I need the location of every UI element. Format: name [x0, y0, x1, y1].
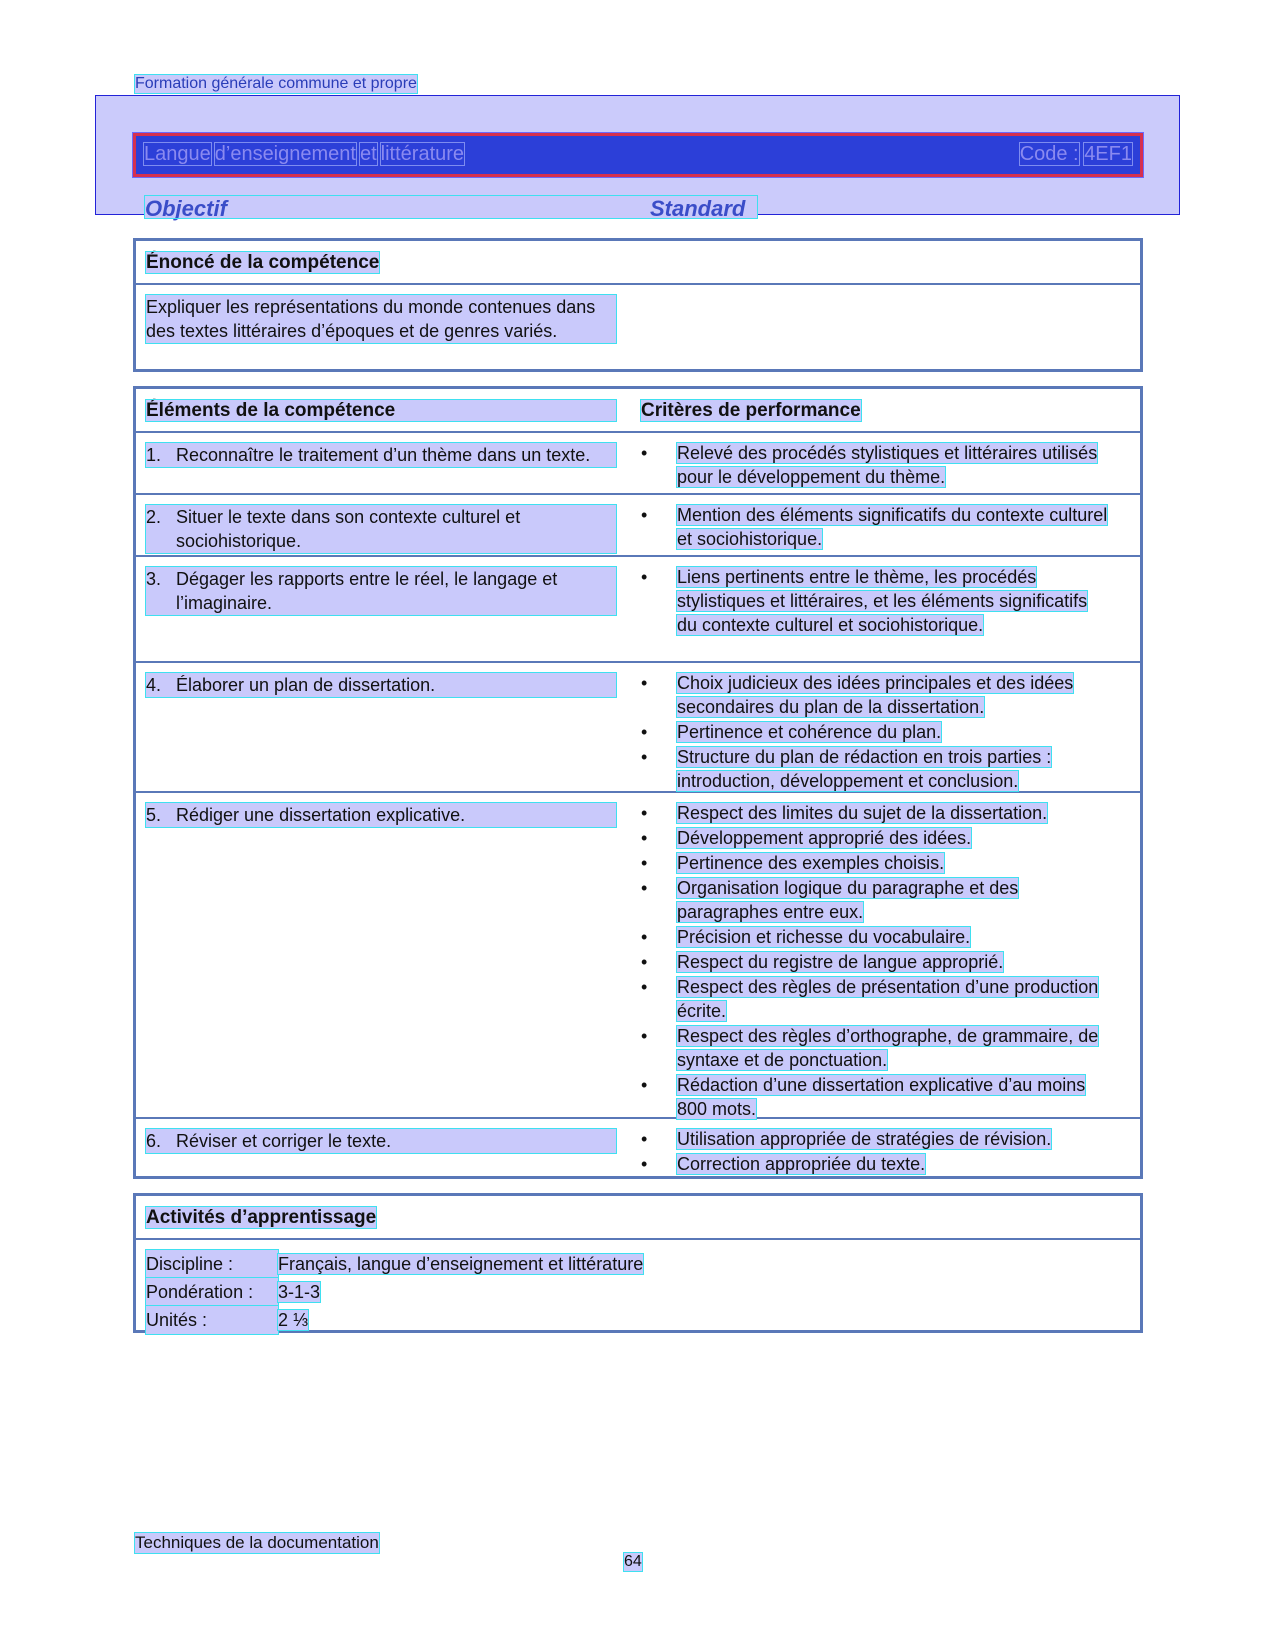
course-code-label: Code :	[1019, 143, 1079, 165]
criterion-item	[641, 826, 1111, 850]
criterion-item	[641, 745, 1111, 793]
enonce-text: Expliquer les représentations du monde contenues dans des textes littéraires d’époques et de genres variés.	[146, 295, 616, 343]
bullet-icon: •	[641, 673, 648, 693]
criterion-text: Organisation logique du paragraphe et des paragraphes entre eux.	[677, 878, 1019, 922]
table-row	[136, 495, 1140, 557]
criterion-item	[641, 1073, 1111, 1121]
bullet-icon: •	[641, 803, 648, 823]
activites-box-header	[136, 1196, 1140, 1240]
element-number: 3.	[146, 569, 162, 589]
criterion-item	[641, 565, 1111, 637]
criteria-list	[641, 671, 1111, 794]
course-code	[1020, 143, 1132, 166]
competence-table	[133, 386, 1143, 1179]
standard-heading: Standard	[650, 196, 746, 221]
discipline-value: Français, langue d’enseignement et littérature	[278, 1254, 644, 1274]
element-text: Réviser et corriger le texte.	[176, 1131, 392, 1151]
criterion-item	[641, 1127, 1111, 1151]
criterion-text: Pertinence et cohérence du plan.	[677, 722, 942, 742]
criterion-text: Pertinence des exemples choisis.	[677, 853, 945, 873]
element-text: Élaborer un plan de dissertation.	[176, 675, 436, 695]
bullet-icon: •	[641, 1075, 648, 1095]
criterion-item	[641, 503, 1111, 551]
course-title-word: littérature	[380, 143, 465, 165]
criteria-list	[641, 503, 1111, 552]
table-row	[136, 663, 1140, 793]
bullet-icon: •	[641, 878, 648, 898]
ponderation-label: Pondération :	[146, 1278, 278, 1306]
document-header: Formation générale commune et propre	[135, 75, 417, 92]
footer-program-name: Techniques de la documentation	[135, 1533, 379, 1552]
objective-heading: Objectif	[145, 196, 227, 221]
course-title-word: d’enseignement	[214, 143, 356, 165]
ponderation-line	[146, 1278, 643, 1306]
criteria-list	[641, 565, 1111, 638]
table-row	[136, 557, 1140, 663]
criterion-text: Structure du plan de rédaction en trois parties : introduction, développement et conclusion.	[677, 747, 1052, 791]
criterion-text: Utilisation appropriée de stratégies de révision.	[677, 1129, 1052, 1149]
element-item	[146, 673, 616, 697]
criterion-item	[641, 801, 1111, 825]
criterion-text: Choix judicieux des idées principales et des idées secondaires du plan de la dissertation.	[677, 673, 1074, 717]
criterion-item	[641, 441, 1111, 489]
element-item	[146, 1129, 616, 1153]
criterion-text: Rédaction d’une dissertation explicative d’au moins 800 mots.	[677, 1075, 1086, 1119]
bullet-icon: •	[641, 505, 648, 525]
bullet-icon: •	[641, 567, 648, 587]
element-item	[146, 505, 616, 553]
criteria-list	[641, 1127, 1111, 1177]
table-row	[136, 793, 1140, 1119]
bullet-icon: •	[641, 1154, 648, 1174]
course-title-word: et	[359, 143, 377, 165]
criterion-item	[641, 1152, 1111, 1176]
element-number: 5.	[146, 805, 162, 825]
unites-line	[146, 1306, 643, 1334]
competence-table-header	[136, 389, 1140, 433]
element-text: Situer le texte dans son contexte culturel et sociohistorique.	[176, 507, 521, 551]
enonce-heading: Énoncé de la compétence	[146, 252, 380, 273]
page-number: 64	[624, 1553, 642, 1570]
element-item	[146, 443, 616, 467]
element-number: 2.	[146, 507, 162, 527]
enonce-box	[133, 238, 1143, 372]
criterion-text: Mention des éléments significatifs du contexte culturel et sociohistorique.	[677, 505, 1108, 549]
element-number: 1.	[146, 445, 162, 465]
bullet-icon: •	[641, 828, 648, 848]
criterion-text: Liens pertinents entre le thème, les procédés stylistiques et littéraires, et les éléments significatifs du contexte culturel et sociohistorique.	[677, 567, 1088, 635]
bullet-icon: •	[641, 1129, 648, 1149]
element-text: Reconnaître le traitement d’un thème dans un texte.	[176, 445, 591, 465]
bullet-icon: •	[641, 952, 648, 972]
criterion-text: Correction appropriée du texte.	[677, 1154, 926, 1174]
course-title-bar	[133, 133, 1143, 177]
activites-box	[133, 1193, 1143, 1333]
criteria-list	[641, 441, 1111, 490]
criterion-text: Développement approprié des idées.	[677, 828, 972, 848]
element-number: 6.	[146, 1131, 162, 1151]
table-row	[136, 433, 1140, 495]
bullet-icon: •	[641, 927, 648, 947]
criterion-text: Relevé des procédés stylistiques et littéraires utilisés pour le développement du thème.	[677, 443, 1098, 487]
activites-heading: Activités d’apprentissage	[146, 1207, 377, 1228]
bullet-icon: •	[641, 1026, 648, 1046]
bullet-icon: •	[641, 977, 648, 997]
criteria-heading: Critères de performance	[641, 400, 861, 421]
criterion-item	[641, 720, 1111, 744]
element-item	[146, 567, 616, 615]
bullet-icon: •	[641, 747, 648, 767]
bullet-icon: •	[641, 722, 648, 742]
discipline-label: Discipline :	[146, 1250, 278, 1278]
criterion-item	[641, 876, 1111, 924]
unites-label: Unités :	[146, 1306, 278, 1334]
criterion-item	[641, 975, 1111, 1023]
criterion-text: Respect des limites du sujet de la dissertation.	[677, 803, 1048, 823]
criterion-item	[641, 925, 1111, 949]
table-row	[136, 1119, 1140, 1175]
discipline-line	[146, 1250, 643, 1278]
objective-standard-header	[145, 196, 757, 221]
unites-value: 2 ⅓	[278, 1310, 309, 1330]
criterion-text: Respect du registre de langue approprié.	[677, 952, 1004, 972]
element-item	[146, 803, 616, 827]
activites-details	[146, 1250, 643, 1334]
bullet-icon: •	[641, 853, 648, 873]
criterion-item	[641, 851, 1111, 875]
criterion-text: Respect des règles d’orthographe, de grammaire, de syntaxe et de ponctuation.	[677, 1026, 1099, 1070]
criterion-text: Précision et richesse du vocabulaire.	[677, 927, 971, 947]
criterion-item	[641, 671, 1111, 719]
enonce-box-header	[136, 241, 1140, 285]
elements-heading: Éléments de la compétence	[146, 400, 616, 421]
element-number: 4.	[146, 675, 162, 695]
criterion-item	[641, 1024, 1111, 1072]
criteria-list	[641, 801, 1111, 1122]
element-text: Dégager les rapports entre le réel, le langage et l’imaginaire.	[176, 569, 558, 613]
course-title	[144, 143, 468, 166]
ponderation-value: 3-1-3	[278, 1282, 321, 1302]
criterion-text: Respect des règles de présentation d’une production écrite.	[677, 977, 1099, 1021]
course-code-value: 4EF1	[1084, 143, 1132, 165]
element-text: Rédiger une dissertation explicative.	[176, 805, 466, 825]
bullet-icon: •	[641, 443, 648, 463]
criterion-item	[641, 950, 1111, 974]
course-title-word: Langue	[144, 143, 211, 165]
